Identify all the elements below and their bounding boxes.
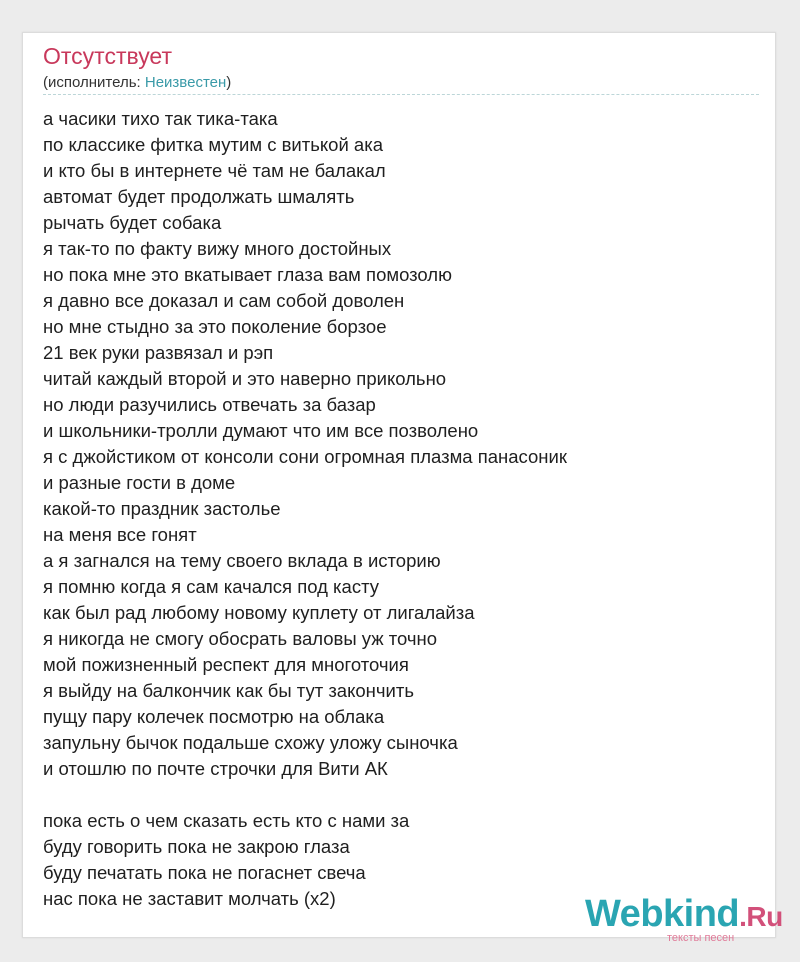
lyric-line: я никогда не смогу обосрать валовы уж точно	[43, 628, 438, 649]
lyric-line: я с джойстиком от консоли сони огромная плазма панасоник	[43, 446, 567, 467]
lyric-line: но пока мне это вкатывает глаза вам помозолю	[43, 264, 452, 285]
lyric-line: я выйду на балкончик как бы тут закончить	[43, 680, 414, 701]
lyric-line: рычать будет собака	[43, 212, 222, 233]
lyric-line: и школьники-тролли думают что им все позволено	[43, 420, 479, 441]
lyric-line: какой-то праздник застолье	[43, 498, 281, 519]
lyric-line: и отошлю по почте строчки для Вити АК	[43, 758, 388, 779]
lyric-line: автомат будет продолжать шмалять	[43, 186, 355, 207]
lyric-line: буду говорить пока не закрою глаза	[43, 836, 350, 857]
lyric-line: по классике фитка мутим с витькой ака	[43, 134, 384, 155]
artist-link[interactable]: Неизвестен	[144, 74, 227, 91]
lyric-line: но мне стыдно за это поколение борзое	[43, 316, 387, 337]
lyric-line: я давно все доказал и сам собой доволен	[43, 290, 405, 311]
logo-tld: .Ru	[739, 901, 783, 932]
artist-line	[43, 74, 231, 91]
lyric-line: на меня все гонят	[43, 524, 197, 545]
lyric-line: читай каждый второй и это наверно прикольно	[43, 368, 447, 389]
lyric-line: 21 век руки развязал и рэп	[43, 342, 274, 363]
lyric-line: как был рад любому новому куплету от лигалайза	[43, 602, 475, 623]
logo-wordmark	[585, 893, 783, 936]
lyric-line: а часики тихо так тика-така	[43, 108, 278, 129]
lyric-line: но люди разучились отвечать за базар	[43, 394, 376, 415]
artist-suffix: )	[226, 74, 232, 91]
artist-prefix: (исполнитель:	[43, 74, 145, 91]
lyrics-card	[22, 32, 783, 944]
lyric-line: я так-то по факту вижу много достойных	[43, 238, 392, 259]
lyric-line: мой пожизненный респект для многоточия	[43, 654, 409, 675]
lyric-line: буду печатать пока не погаснет свеча	[43, 862, 366, 883]
lyric-line: а я загнался на тему своего вклада в историю	[43, 550, 441, 571]
lyric-line: я помню когда я сам качался под касту	[43, 576, 380, 597]
lyric-line: и кто бы в интернете чё там не балакал	[43, 160, 386, 181]
divider	[43, 94, 759, 95]
song-title: Отсутствует	[43, 43, 172, 69]
lyric-blank-line	[43, 782, 567, 808]
lyric-line: пущу пару колечек посмотрю на облака	[43, 706, 385, 727]
logo-tagline: тексты песен	[667, 932, 735, 944]
lyrics-list	[43, 106, 567, 912]
lyric-line: нас пока не заставит молчать (x2)	[43, 888, 336, 909]
webkind-logo[interactable]	[585, 893, 785, 943]
lyric-line: пока есть о чем сказать есть кто с нами за	[43, 810, 410, 831]
logo-main-text: Webkind	[585, 893, 740, 935]
lyric-line: и разные гости в доме	[43, 472, 236, 493]
lyric-line: запульну бычок подальше схожу уложу сыночка	[43, 732, 458, 753]
